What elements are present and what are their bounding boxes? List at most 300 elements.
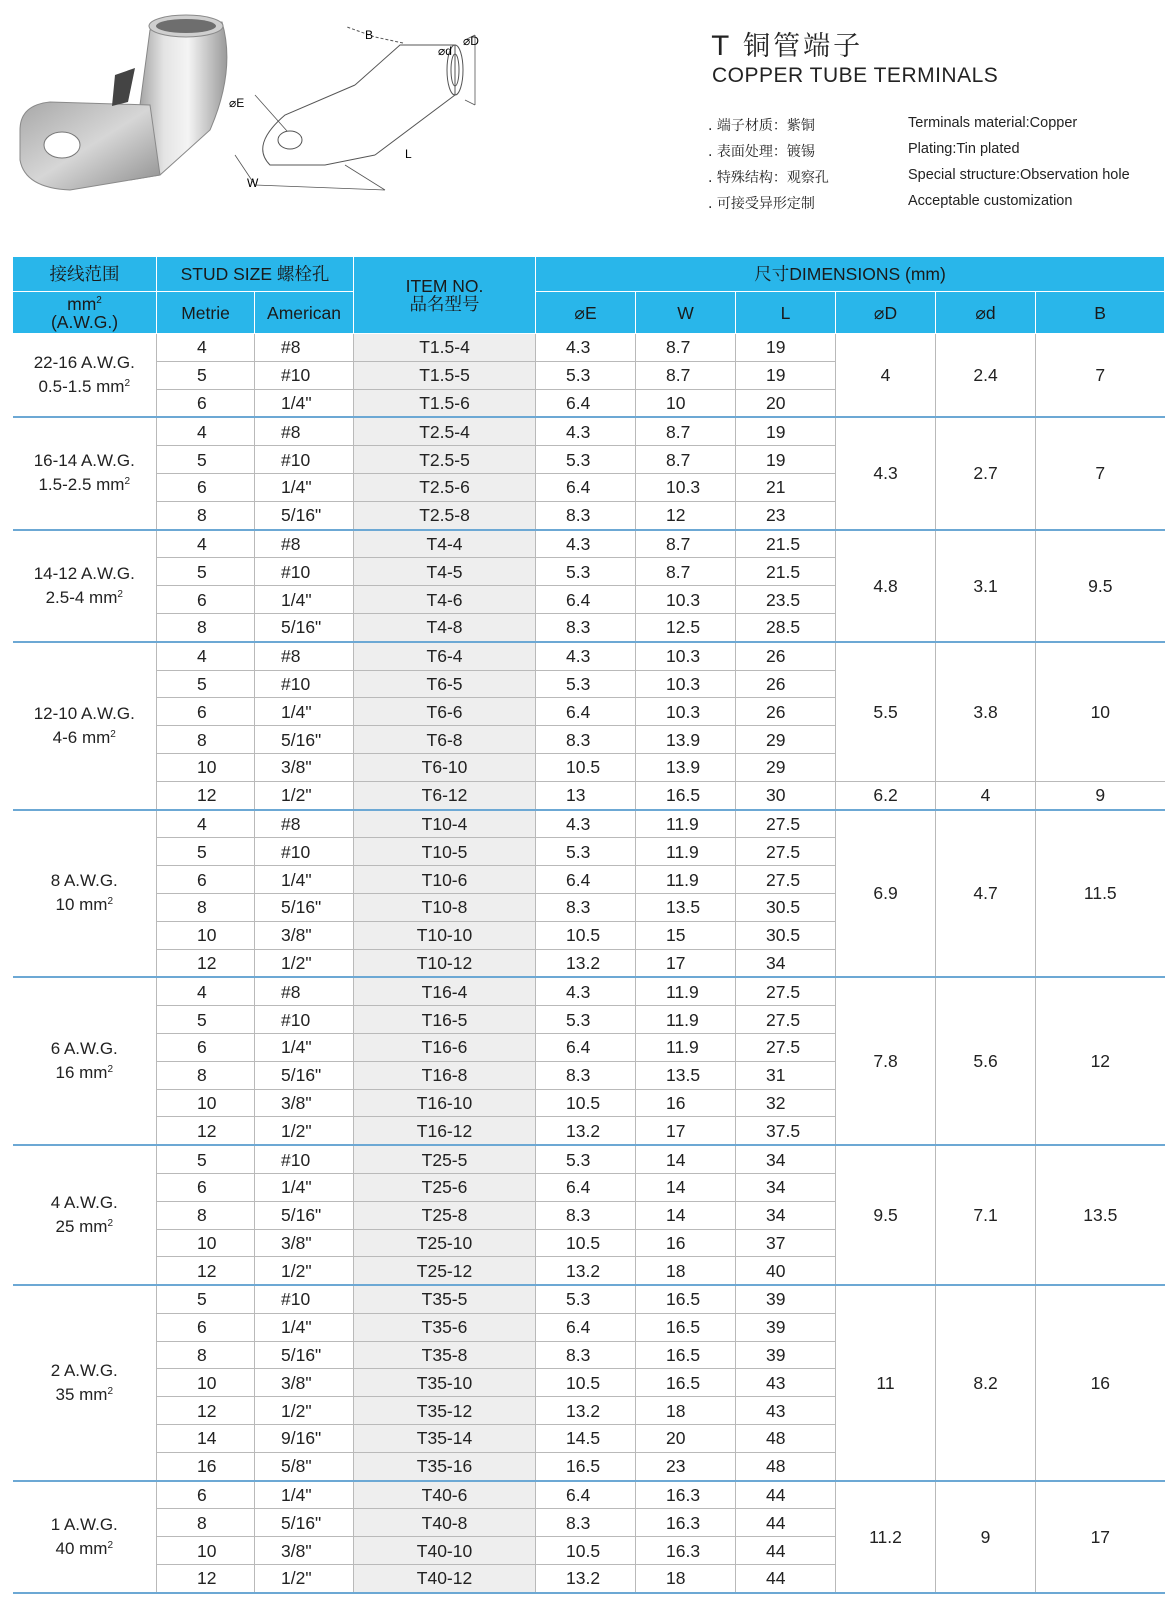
wire-range-cell: [13, 1285, 157, 1481]
american-cell: #8: [255, 642, 354, 670]
mm-value: 10 mm: [55, 895, 108, 915]
american-cell: 1/4": [255, 389, 354, 417]
header-metrie: Metrie: [157, 292, 255, 334]
metric-cell: 6: [157, 473, 255, 501]
mm-label: 4-6 $mm^2$: [52, 727, 116, 747]
item-no-cell: T40-6: [354, 1481, 536, 1509]
table-row: [13, 1145, 1165, 1173]
item-no-cell: T25-6: [354, 1173, 536, 1201]
w-cell: 16: [636, 1229, 736, 1257]
item-no-cell: T4-5: [354, 558, 536, 586]
american-cell: 1/4": [255, 698, 354, 726]
metric-cell: 10: [157, 1537, 255, 1565]
e-cell: 6.4: [536, 698, 636, 726]
metric-cell: 12: [157, 781, 255, 809]
d-small-cell: 9: [936, 1481, 1036, 1593]
american-cell: #10: [255, 1285, 354, 1313]
american-cell: 5/8": [255, 1452, 354, 1480]
header-item: [354, 257, 536, 334]
l-cell: 34: [736, 949, 836, 977]
metric-cell: 6: [157, 1481, 255, 1509]
metric-cell: 8: [157, 501, 255, 529]
w-cell: 13.9: [636, 726, 736, 754]
l-cell: 23: [736, 501, 836, 529]
e-cell: 6.4: [536, 389, 636, 417]
e-cell: 6.4: [536, 1033, 636, 1061]
l-cell: 43: [736, 1397, 836, 1425]
table-row: [13, 417, 1165, 445]
d-large-cell: 11: [836, 1285, 936, 1481]
spec-row: [708, 141, 1168, 167]
american-cell: 1/2": [255, 1565, 354, 1593]
metric-cell: 5: [157, 1145, 255, 1173]
awg-label: 22-16 A.W.G.: [33, 353, 135, 373]
american-cell: 1/4": [255, 1313, 354, 1341]
e-cell: 6.4: [536, 1173, 636, 1201]
w-cell: 18: [636, 1257, 736, 1285]
item-no-cell: T4-4: [354, 530, 536, 558]
e-cell: 6.4: [536, 1313, 636, 1341]
l-cell: 34: [736, 1145, 836, 1173]
item-no-cell: T10-5: [354, 838, 536, 866]
item-no-cell: T1.5-4: [354, 334, 536, 362]
w-cell: 16.3: [636, 1481, 736, 1509]
w-cell: 8.7: [636, 446, 736, 474]
american-cell: #10: [255, 670, 354, 698]
w-cell: 11.9: [636, 866, 736, 894]
title-english: COPPER TUBE TERMINALS: [712, 64, 999, 87]
item-no-cell: T35-8: [354, 1341, 536, 1369]
d-small-cell: 7.1: [936, 1145, 1036, 1285]
mm-label: 2.5-4 $mm^2$: [45, 587, 123, 607]
spec-cn: . 特殊结构：观察孔: [708, 170, 829, 186]
spec-cn: . 表面处理：镀锡: [708, 144, 815, 160]
item-no-cell: T16-6: [354, 1033, 536, 1061]
american-cell: 3/8": [255, 1229, 354, 1257]
item-no-cell: T40-12: [354, 1565, 536, 1593]
item-no-cell: T10-6: [354, 866, 536, 894]
spec-row: [708, 167, 1168, 193]
w-cell: 8.7: [636, 361, 736, 389]
american-cell: 1/4": [255, 866, 354, 894]
d-large-cell: 4: [836, 334, 936, 418]
american-cell: 3/8": [255, 921, 354, 949]
e-cell: 10.5: [536, 1089, 636, 1117]
item-no-cell: T6-12: [354, 781, 536, 809]
american-cell: 3/8": [255, 1537, 354, 1565]
terminal-photo: [10, 10, 240, 200]
item-no-cell: T16-4: [354, 977, 536, 1005]
item-no-cell: T35-14: [354, 1425, 536, 1453]
w-cell: 18: [636, 1565, 736, 1593]
mm-value: 40 mm: [55, 1538, 108, 1558]
w-cell: 13.9: [636, 753, 736, 781]
spec-cn: . 端子材质：紫铜: [708, 118, 815, 134]
d-small-cell: 2.4: [936, 334, 1036, 418]
e-cell: 5.3: [536, 1145, 636, 1173]
american-cell: 1/2": [255, 1117, 354, 1145]
table-row: [13, 642, 1165, 670]
american-cell: 3/8": [255, 1089, 354, 1117]
b-cell: 13.5: [1036, 1145, 1165, 1285]
d-small-cell: 4.7: [936, 810, 1036, 978]
metric-cell: 5: [157, 670, 255, 698]
american-cell: #8: [255, 810, 354, 838]
w-cell: 20: [636, 1425, 736, 1453]
header-mm: mm: [67, 293, 97, 314]
header-d-small: ⌀d: [936, 292, 1036, 334]
d-large-cell: 4.3: [836, 417, 936, 529]
american-cell: 1/2": [255, 781, 354, 809]
american-cell: 9/16": [255, 1425, 354, 1453]
l-cell: 39: [736, 1313, 836, 1341]
e-cell: 13.2: [536, 1397, 636, 1425]
mm-label: 10 $mm^2$: [55, 895, 114, 915]
header-item-cn: 品名型号: [409, 294, 480, 314]
wire-range-cell: [13, 530, 157, 642]
item-no-cell: T16-5: [354, 1006, 536, 1034]
header-d-large: ⌀D: [836, 292, 936, 334]
american-cell: #8: [255, 977, 354, 1005]
l-cell: 39: [736, 1341, 836, 1369]
american-cell: 1/2": [255, 1397, 354, 1425]
l-cell: 26: [736, 642, 836, 670]
item-no-cell: T40-10: [354, 1537, 536, 1565]
w-cell: 8.7: [636, 417, 736, 445]
l-cell: 23.5: [736, 586, 836, 614]
l-cell: 34: [736, 1201, 836, 1229]
spec-cn: . 可接受异形定制: [708, 196, 815, 212]
e-cell: 8.3: [536, 501, 636, 529]
l-cell: 27.5: [736, 1033, 836, 1061]
e-cell: 4.3: [536, 334, 636, 362]
american-cell: #10: [255, 446, 354, 474]
w-cell: 12: [636, 501, 736, 529]
w-cell: 10.3: [636, 670, 736, 698]
w-cell: 16.5: [636, 781, 736, 809]
american-cell: #10: [255, 838, 354, 866]
l-cell: 30: [736, 781, 836, 809]
w-cell: 11.9: [636, 977, 736, 1005]
header-e: ⌀E: [536, 292, 636, 334]
b-cell: 7: [1036, 334, 1165, 418]
american-cell: #8: [255, 530, 354, 558]
e-cell: 16.5: [536, 1452, 636, 1480]
spec-row: [708, 115, 1168, 141]
e-cell: 8.3: [536, 726, 636, 754]
e-cell: 6.4: [536, 1481, 636, 1509]
e-cell: 6.4: [536, 866, 636, 894]
l-cell: 30.5: [736, 893, 836, 921]
american-cell: 1/2": [255, 949, 354, 977]
metric-cell: 16: [157, 1452, 255, 1480]
l-cell: 28.5: [736, 613, 836, 641]
american-cell: 3/8": [255, 753, 354, 781]
item-no-cell: T6-10: [354, 753, 536, 781]
metric-cell: 4: [157, 334, 255, 362]
w-cell: 14: [636, 1173, 736, 1201]
label-d-large: ⌀D: [463, 34, 479, 48]
item-no-cell: T16-8: [354, 1061, 536, 1089]
mm-value: 1.5-2.5 mm: [38, 475, 125, 495]
w-cell: 11.9: [636, 1033, 736, 1061]
awg-label: 4 A.W.G.: [50, 1193, 118, 1213]
e-cell: 4.3: [536, 530, 636, 558]
item-no-cell: T35-12: [354, 1397, 536, 1425]
header-range-unit: $mm^2$ (A.W.G.): [13, 292, 157, 334]
e-cell: 8.3: [536, 613, 636, 641]
metric-cell: 8: [157, 613, 255, 641]
w-cell: 14: [636, 1145, 736, 1173]
e-cell: 5.3: [536, 838, 636, 866]
item-no-cell: T2.5-6: [354, 473, 536, 501]
e-cell: 4.3: [536, 417, 636, 445]
metric-cell: 12: [157, 1397, 255, 1425]
awg-label: 8 A.W.G.: [50, 871, 118, 891]
w-cell: 10.3: [636, 586, 736, 614]
header-item-en: ITEM NO.: [405, 276, 484, 296]
mm-label: 16 $mm^2$: [55, 1063, 114, 1083]
wire-range-cell: [13, 334, 157, 418]
d-large-cell: 6.2: [836, 781, 936, 809]
metric-cell: 6: [157, 698, 255, 726]
e-cell: 10.5: [536, 1229, 636, 1257]
item-no-cell: T1.5-5: [354, 361, 536, 389]
w-cell: 8.7: [636, 530, 736, 558]
w-cell: 17: [636, 949, 736, 977]
w-cell: 8.7: [636, 334, 736, 362]
mm-label: 35 $mm^2$: [55, 1384, 114, 1404]
item-no-cell: T40-8: [354, 1509, 536, 1537]
e-cell: 10.5: [536, 921, 636, 949]
american-cell: 3/8": [255, 1369, 354, 1397]
l-cell: 29: [736, 726, 836, 754]
metric-cell: 4: [157, 642, 255, 670]
american-cell: 5/16": [255, 1061, 354, 1089]
wire-range-cell: [13, 1481, 157, 1593]
metric-cell: 10: [157, 921, 255, 949]
item-no-cell: T2.5-4: [354, 417, 536, 445]
e-cell: 8.3: [536, 1061, 636, 1089]
item-no-cell: T25-8: [354, 1201, 536, 1229]
e-cell: 5.3: [536, 670, 636, 698]
b-cell: 9.5: [1036, 530, 1165, 642]
label-l: L: [405, 147, 412, 161]
header-dims: 尺寸DIMENSIONS (mm): [536, 257, 1165, 292]
metric-cell: 12: [157, 949, 255, 977]
item-no-cell: T16-10: [354, 1089, 536, 1117]
e-cell: 6.4: [536, 586, 636, 614]
metric-cell: 5: [157, 1006, 255, 1034]
e-cell: 13.2: [536, 1117, 636, 1145]
item-no-cell: T10-10: [354, 921, 536, 949]
spec-en: Acceptable customization: [908, 193, 1073, 209]
header-range: 接线范围: [13, 257, 157, 292]
l-cell: 39: [736, 1285, 836, 1313]
awg-label: 16-14 A.W.G.: [33, 451, 135, 471]
b-cell: 16: [1036, 1285, 1165, 1481]
e-cell: 5.3: [536, 1285, 636, 1313]
american-cell: 1/4": [255, 1173, 354, 1201]
l-cell: 31: [736, 1061, 836, 1089]
mm-label: 1.5-2.5 $mm^2$: [38, 475, 131, 495]
w-cell: 11.9: [636, 838, 736, 866]
item-no-cell: T25-10: [354, 1229, 536, 1257]
l-cell: 27.5: [736, 866, 836, 894]
l-cell: 43: [736, 1369, 836, 1397]
american-cell: 5/16": [255, 501, 354, 529]
d-small-cell: 8.2: [936, 1285, 1036, 1481]
metric-cell: 12: [157, 1117, 255, 1145]
w-cell: 8.7: [636, 558, 736, 586]
metric-cell: 10: [157, 1229, 255, 1257]
l-cell: 44: [736, 1509, 836, 1537]
e-cell: 8.3: [536, 1201, 636, 1229]
e-cell: 4.3: [536, 642, 636, 670]
header-l: L: [736, 292, 836, 334]
d-large-cell: 7.8: [836, 977, 936, 1145]
metric-cell: 8: [157, 726, 255, 754]
item-no-cell: T6-8: [354, 726, 536, 754]
dimensions-table: [12, 256, 1165, 1594]
header-awg: (A.W.G.): [50, 311, 119, 332]
d-large-cell: 5.5: [836, 642, 936, 781]
header-w: W: [636, 292, 736, 334]
american-cell: #10: [255, 1006, 354, 1034]
american-cell: 1/4": [255, 586, 354, 614]
w-cell: 16.3: [636, 1509, 736, 1537]
l-cell: 44: [736, 1481, 836, 1509]
d-small-cell: 2.7: [936, 417, 1036, 529]
e-cell: 8.3: [536, 1341, 636, 1369]
l-cell: 21.5: [736, 530, 836, 558]
wire-range-cell: [13, 1145, 157, 1285]
spec-row: [708, 193, 1168, 219]
l-cell: 37: [736, 1229, 836, 1257]
american-cell: 5/16": [255, 893, 354, 921]
awg-label: 12-10 A.W.G.: [33, 703, 135, 723]
metric-cell: 6: [157, 1173, 255, 1201]
l-cell: 30.5: [736, 921, 836, 949]
american-cell: 5/16": [255, 613, 354, 641]
mm-value: 35 mm: [55, 1384, 108, 1404]
item-no-cell: T10-4: [354, 810, 536, 838]
l-cell: 29: [736, 753, 836, 781]
metric-cell: 5: [157, 361, 255, 389]
mm-label: 40 $mm^2$: [55, 1538, 114, 1558]
e-cell: 10.5: [536, 1537, 636, 1565]
e-cell: 4.3: [536, 977, 636, 1005]
american-cell: #10: [255, 361, 354, 389]
e-cell: 4.3: [536, 810, 636, 838]
l-cell: 27.5: [736, 1006, 836, 1034]
dimension-drawing: [225, 15, 505, 195]
l-cell: 27.5: [736, 977, 836, 1005]
b-cell: 10: [1036, 642, 1165, 781]
item-no-cell: T25-5: [354, 1145, 536, 1173]
d-small-cell: 3.8: [936, 642, 1036, 781]
item-no-cell: T35-16: [354, 1452, 536, 1480]
metric-cell: 5: [157, 1285, 255, 1313]
item-no-cell: T10-8: [354, 893, 536, 921]
metric-cell: 8: [157, 893, 255, 921]
american-cell: 5/16": [255, 1341, 354, 1369]
e-cell: 13.2: [536, 1257, 636, 1285]
e-cell: 6.4: [536, 473, 636, 501]
item-no-cell: T6-6: [354, 698, 536, 726]
b-cell: 17: [1036, 1481, 1165, 1593]
wire-range-cell: [13, 417, 157, 529]
l-cell: 34: [736, 1173, 836, 1201]
item-no-cell: T35-10: [354, 1369, 536, 1397]
spec-list: [708, 115, 1168, 219]
american-cell: 5/16": [255, 1201, 354, 1229]
mm-label: 0.5-1.5 $mm^2$: [38, 377, 131, 397]
wire-range-cell: [13, 977, 157, 1145]
l-cell: 19: [736, 361, 836, 389]
american-cell: #10: [255, 1145, 354, 1173]
metric-cell: 6: [157, 1313, 255, 1341]
item-no-cell: T16-12: [354, 1117, 536, 1145]
w-cell: 16.5: [636, 1313, 736, 1341]
label-w: W: [247, 176, 259, 190]
table-row: [13, 977, 1165, 1005]
awg-label: 1 A.W.G.: [50, 1514, 118, 1534]
american-cell: #10: [255, 558, 354, 586]
l-cell: 26: [736, 670, 836, 698]
l-cell: 19: [736, 334, 836, 362]
metric-cell: 8: [157, 1341, 255, 1369]
l-cell: 37.5: [736, 1117, 836, 1145]
american-cell: #8: [255, 334, 354, 362]
w-cell: 18: [636, 1397, 736, 1425]
american-cell: 1/4": [255, 473, 354, 501]
w-cell: 13.5: [636, 893, 736, 921]
l-cell: 19: [736, 446, 836, 474]
l-cell: 44: [736, 1565, 836, 1593]
metric-cell: 5: [157, 446, 255, 474]
item-no-cell: T25-12: [354, 1257, 536, 1285]
d-large-cell: 6.9: [836, 810, 936, 978]
d-small-cell: 3.1: [936, 530, 1036, 642]
b-cell: 7: [1036, 417, 1165, 529]
l-cell: 27.5: [736, 810, 836, 838]
w-cell: 14: [636, 1201, 736, 1229]
label-e: ⌀E: [229, 96, 245, 110]
d-large-cell: 9.5: [836, 1145, 936, 1285]
american-cell: 1/2": [255, 1257, 354, 1285]
d-large-cell: 4.8: [836, 530, 936, 642]
metric-cell: 14: [157, 1425, 255, 1453]
w-cell: 10: [636, 389, 736, 417]
l-cell: 32: [736, 1089, 836, 1117]
w-cell: 11.9: [636, 1006, 736, 1034]
l-cell: 40: [736, 1257, 836, 1285]
e-cell: 8.3: [536, 893, 636, 921]
wire-range-cell: [13, 810, 157, 978]
table-row: [13, 334, 1165, 362]
b-cell: 9: [1036, 781, 1165, 809]
w-cell: 12.5: [636, 613, 736, 641]
american-cell: 1/4": [255, 1481, 354, 1509]
item-no-cell: T35-5: [354, 1285, 536, 1313]
mm-label: 25 $mm^2$: [55, 1217, 114, 1237]
l-cell: 48: [736, 1425, 836, 1453]
e-cell: 10.5: [536, 1369, 636, 1397]
l-cell: 19: [736, 417, 836, 445]
item-no-cell: T6-4: [354, 642, 536, 670]
wire-range-cell: [13, 642, 157, 810]
